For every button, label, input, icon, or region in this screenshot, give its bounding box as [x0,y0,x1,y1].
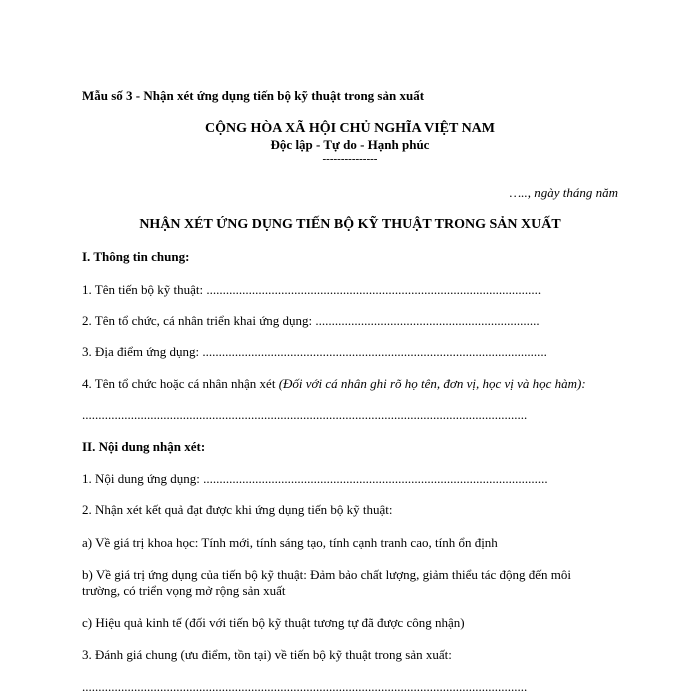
section-2-item-2b-line-2: trường, có triển vọng mở rộng sản xuất [82,583,286,598]
section-1-item-4-note: (Đối với cá nhân ghi rõ họ tên, đơn vị, học vị và học hàm): [278,376,586,391]
section-1-item-3: 3. Địa điểm ứng dụng: .......................................................................................................... [82,344,547,359]
section-2-item-3: 3. Đánh giá chung (ưu điểm, tồn tại) về tiến bộ kỹ thuật trong sản xuất: [82,647,452,662]
section-1-heading: I. Thông tin chung: [82,249,190,264]
section-2-item-2: 2. Nhận xét kết quả đạt được khi ứng dụng tiến bộ kỹ thuật: [82,502,393,517]
motto: Độc lập - Tự do - Hạnh phúc [270,137,430,152]
document-title: NHẬN XÉT ỨNG DỤNG TIẾN BỘ KỸ THUẬT TRONG SẢN XUẤT [139,217,561,232]
header-separator: --------------- [322,153,378,165]
section-1-item-4-label: 4. Tên tổ chức hoặc cá nhân nhận xét [82,376,279,391]
section-2-heading: II. Nội dung nhận xét: [82,439,206,454]
section-2-item-2a: a) Về giá trị khoa học: Tính mới, tính sáng tạo, tính cạnh tranh cao, tính ổn định [82,535,498,550]
form-label: Mẫu số 3 - Nhận xét ứng dụng tiến bộ kỹ thuật trong sản xuất [82,88,425,103]
section-2-item-1: 1. Nội dung ứng dụng: .......................................................................................................... [82,471,548,486]
section-1-item-2: 2. Tên tổ chức, cá nhân triển khai ứng dụng: ..................................................................... [82,313,540,328]
section-2-item-2c: c) Hiệu quả kinh tế (đối với tiến bộ kỹ thuật tương tự đã được công nhận) [82,615,465,630]
section-1-item-4 [82,376,586,392]
date-line: ….., ngày tháng năm [509,185,618,200]
section-2-item-2b-line-1: b) Về giá trị ứng dụng của tiến bộ kỹ thuật: Đảm bảo chất lượng, giảm thiểu tác động đến môi [82,567,571,582]
country-header: CỘNG HÒA XÃ HỘI CHỦ NGHĨA VIỆT NAM [204,121,495,136]
section-1-item-1: 1. Tên tiến bộ kỹ thuật: ....................................................................................................... [82,282,542,297]
section-2-item-3-dots: ......................................................................................................................................... [82,679,528,694]
section-1-item-4-dots: ......................................................................................................................................... [82,407,528,422]
